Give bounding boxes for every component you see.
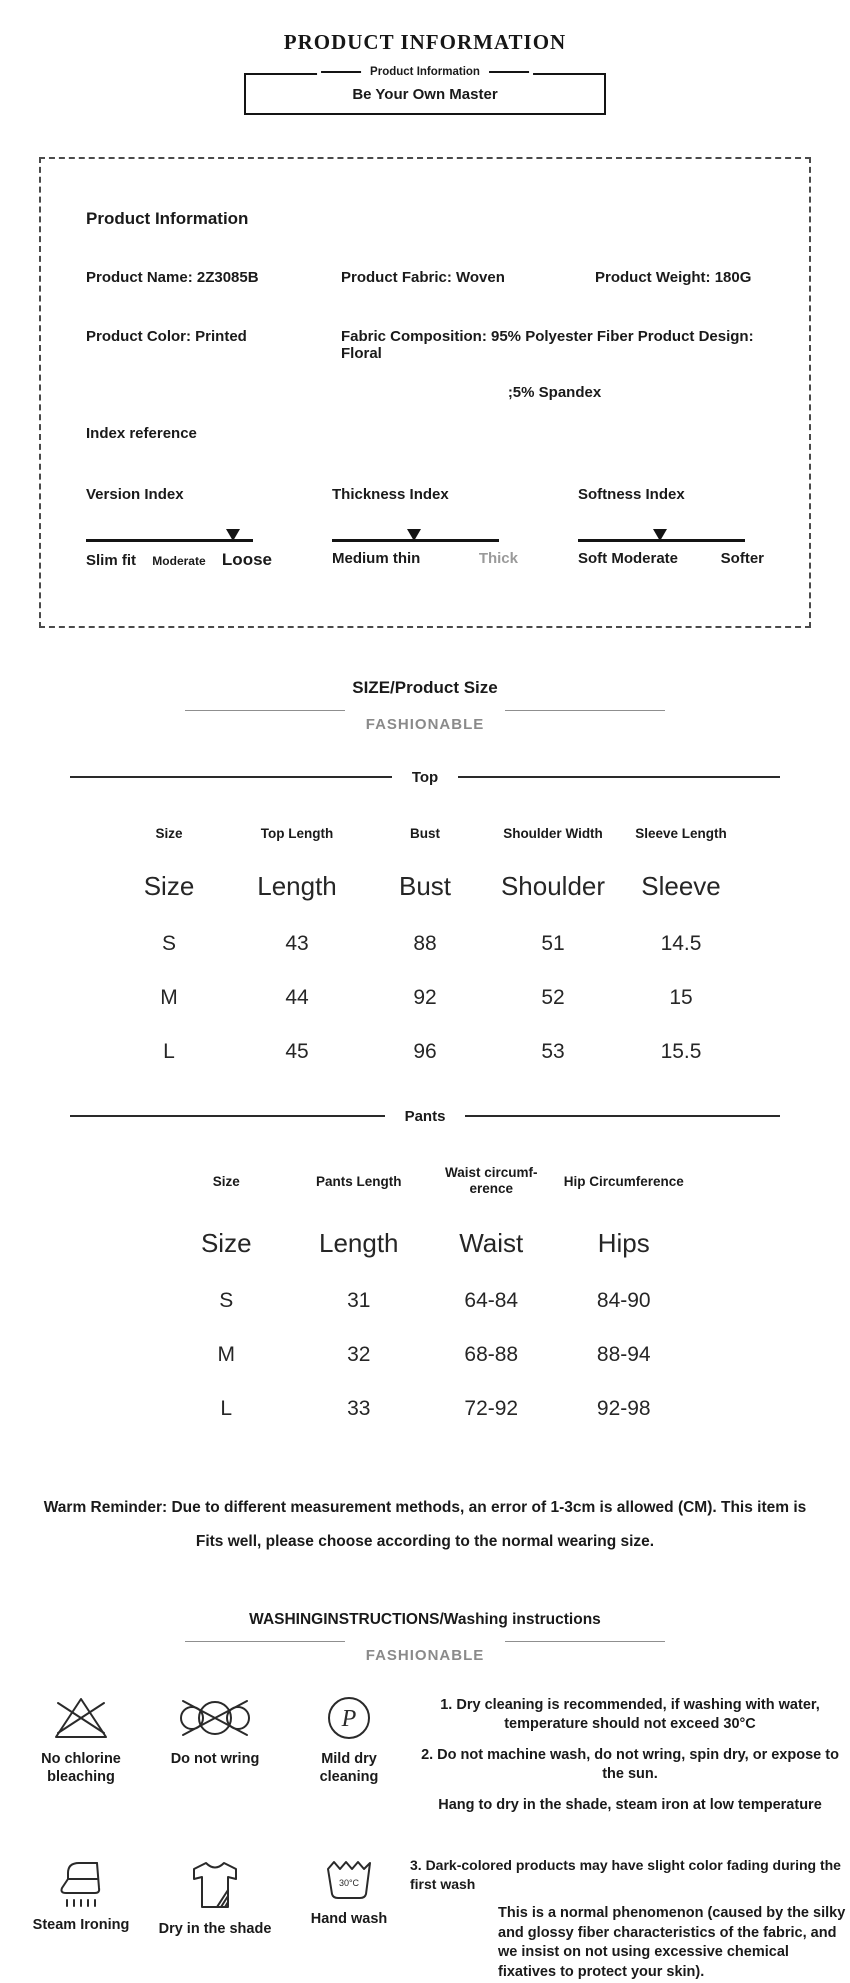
thickness-index-track — [332, 539, 499, 542]
do-not-wring — [156, 1692, 274, 1768]
hand-wash-icon — [321, 1856, 377, 1904]
version-label-moderate: Moderate — [152, 553, 206, 568]
col-header-pants-length: Pants Length — [315, 1173, 402, 1189]
col-header-size: Size — [155, 825, 183, 841]
cell: M — [160, 985, 178, 1009]
subheader-waist: Waist — [459, 1228, 524, 1259]
table-row-top-m — [105, 986, 745, 1010]
softness-index-labels — [578, 550, 764, 567]
divider-line-left — [70, 776, 392, 778]
size-watermark-lines — [185, 710, 665, 711]
washing-note-2b: Hang to dry in the shade, steam iron at low temperature — [438, 1796, 822, 1813]
softness-label-softer: Softer — [720, 549, 764, 567]
softness-index-marker-icon — [653, 529, 667, 541]
cell: 52 — [541, 985, 565, 1009]
thickness-label-thick: Thick — [478, 549, 518, 567]
steam-ironing — [22, 1856, 140, 1934]
steam-ironing-icon — [54, 1856, 108, 1910]
softness-index-slider — [578, 486, 764, 570]
cell: 96 — [413, 1039, 437, 1063]
cell: 84-90 — [596, 1289, 651, 1313]
top-table-subheader-row — [105, 871, 745, 902]
banner-label-line-right — [489, 71, 529, 73]
field-fabric-composition-2: ;5% Spandex — [507, 384, 602, 401]
field-product-name: Product Name: 2Z3085B — [86, 269, 259, 286]
field-product-weight: Product Weight: 180G — [595, 269, 752, 286]
divider-line-right — [505, 710, 665, 711]
warm-reminder-line2: Fits well, please choose according to the normal wearing size. — [195, 1533, 655, 1551]
version-label-slim-fit: Slim fit — [86, 551, 137, 569]
cell: 45 — [285, 1039, 309, 1063]
cell: 68-88 — [464, 1343, 519, 1367]
cell: M — [217, 1343, 235, 1367]
icon-label: Hand wash — [310, 1911, 388, 1928]
size-section-title: SIZE/Product Size — [352, 677, 498, 697]
dry-clean-letter: P — [341, 1706, 357, 1733]
field-product-fabric: Product Fabric: Woven — [341, 269, 505, 286]
softness-label-soft-moderate: Soft Moderate — [578, 549, 679, 567]
cell: 32 — [347, 1343, 371, 1367]
dry-in-shade — [156, 1856, 274, 1938]
info-box-heading: Product Information — [86, 209, 249, 228]
icon-label: Dry in the shade — [158, 1921, 272, 1938]
thickness-index-title: Thickness Index — [332, 486, 449, 503]
cell: 44 — [285, 985, 309, 1009]
col-header-size: Size — [212, 1173, 240, 1189]
do-not-wring-icon — [177, 1692, 253, 1744]
table-row-pants-s — [160, 1289, 690, 1313]
version-index-slider — [86, 486, 272, 570]
size-watermark-divider — [185, 710, 665, 733]
washing-watermark-divider — [185, 1641, 665, 1664]
table-row-top-l — [105, 1040, 745, 1064]
washing-notes-row-2 — [410, 1856, 850, 1982]
icon-label: No chlorine bleaching — [41, 1751, 121, 1786]
banner-label-text: Product Information — [370, 66, 480, 78]
col-header-top-length: Top Length — [260, 825, 334, 841]
divider-line-left — [185, 1641, 345, 1642]
cell: L — [220, 1397, 233, 1421]
dry-in-shade-icon — [187, 1856, 243, 1914]
col-header-shoulder-width: Shoulder Width — [503, 825, 603, 841]
field-fabric-composition: Fabric Composition: 95% Polyester Fiber Product Design: Floral — [341, 328, 754, 362]
icon-label: Mild dry cleaning — [319, 1751, 379, 1786]
washing-icons-row-1 — [22, 1692, 410, 1814]
icon-label: Steam Ironing — [32, 1917, 130, 1934]
washing-section-title: WASHINGINSTRUCTIONS/Washing instructions — [249, 1611, 601, 1629]
divider-line-right — [505, 1641, 665, 1642]
subheader-length: Length — [257, 870, 337, 901]
pants-table-divider — [70, 1108, 780, 1125]
top-size-table — [105, 826, 745, 1064]
divider-line-right — [458, 776, 780, 778]
cell: 15 — [669, 985, 693, 1009]
mild-dry-cleaning — [290, 1692, 408, 1786]
warm-reminder — [0, 1499, 850, 1551]
warm-reminder-line1: Warm Reminder: Due to different measurement methods, an error of 1-3cm is allowed (CM). This item is — [43, 1499, 807, 1517]
cell: 92 — [413, 985, 437, 1009]
cell: 88-94 — [596, 1343, 651, 1367]
index-reference-label: Index reference — [86, 425, 197, 442]
index-sliders — [86, 486, 764, 570]
divider-line-left — [185, 710, 345, 711]
cell: 15.5 — [660, 1039, 702, 1063]
cell: 33 — [347, 1397, 371, 1421]
cell: 53 — [541, 1039, 565, 1063]
thickness-label-medium-thin: Medium thin — [332, 549, 421, 567]
brand-banner — [244, 66, 606, 115]
cell: L — [163, 1039, 175, 1063]
mild-dry-cleaning-icon — [323, 1692, 375, 1744]
col-header-hip-circumference: Hip Circumference — [563, 1173, 684, 1189]
cell: 92-98 — [596, 1397, 651, 1421]
subheader-hips: Hips — [597, 1228, 650, 1259]
thickness-index-slider — [332, 486, 518, 570]
size-watermark-text: FASHIONABLE — [365, 715, 485, 733]
no-chlorine-bleaching — [22, 1692, 140, 1786]
divider-line-right — [465, 1115, 780, 1117]
washing-note-2: 2. Do not machine wash, do not wring, spin dry, or expose to the sun. — [421, 1746, 839, 1782]
cell: 14.5 — [660, 931, 702, 955]
softness-index-title: Softness Index — [578, 486, 685, 503]
no-chlorine-bleaching-icon — [49, 1692, 113, 1744]
pants-size-table — [160, 1165, 690, 1422]
product-fields — [86, 269, 764, 362]
washing-instructions — [0, 1692, 850, 1982]
washing-note-3b: This is a normal phenomenon (caused by the silky and glossy fiber characteristics of the fabric, and we insist on not using excessive chemical fixatives to protect your skin). — [498, 1905, 846, 1980]
subheader-size: Size — [143, 870, 195, 901]
washing-note-3: 3. Dark-colored products may have slight color fading during the first wash — [410, 1857, 841, 1893]
icon-label: Do not wring — [170, 1751, 260, 1768]
version-label-loose: Loose — [221, 549, 272, 569]
top-divider-label: Top — [411, 768, 439, 786]
subheader-shoulder: Shoulder — [500, 870, 606, 901]
hand-wash-temp: 30°C — [338, 1878, 360, 1889]
col-header-sleeve-length: Sleeve Length — [635, 825, 727, 841]
col-header-waist-circumference: Waist circumf-erence — [444, 1164, 538, 1197]
table-row-pants-m — [160, 1343, 690, 1367]
top-table-divider — [70, 769, 780, 786]
thickness-index-marker-icon — [407, 529, 421, 541]
version-index-title: Version Index — [86, 486, 184, 503]
washing-notes-row-1 — [410, 1692, 850, 1814]
subheader-sleeve: Sleeve — [641, 870, 721, 901]
top-table-header-row — [105, 826, 745, 841]
cell: 51 — [541, 931, 565, 955]
cell: 31 — [347, 1289, 371, 1313]
cell: 43 — [285, 931, 309, 955]
washing-watermark-lines — [185, 1641, 665, 1642]
version-index-marker-icon — [226, 529, 240, 541]
table-row-pants-l — [160, 1397, 690, 1421]
field-product-color: Product Color: Printed — [86, 328, 247, 345]
pants-table-subheader-row — [160, 1228, 690, 1259]
page-title: PRODUCT INFORMATION — [283, 30, 567, 54]
hand-wash — [290, 1856, 408, 1928]
thickness-index-labels — [332, 550, 518, 567]
cell: 64-84 — [464, 1289, 519, 1313]
banner-slogan: Be Your Own Master — [352, 85, 498, 103]
col-header-bust: Bust — [410, 825, 440, 841]
washing-watermark-text: FASHIONABLE — [365, 1647, 485, 1665]
subheader-bust: Bust — [398, 870, 452, 901]
table-row-top-s — [105, 932, 745, 956]
version-index-labels — [86, 550, 272, 570]
version-index-track — [86, 539, 253, 542]
banner-label-line-left — [321, 71, 361, 73]
banner-label — [317, 66, 533, 78]
divider-line-left — [70, 1115, 385, 1117]
subheader-length: Length — [318, 1228, 399, 1259]
pants-table-header-row — [160, 1165, 690, 1199]
cell: 72-92 — [464, 1397, 519, 1421]
softness-index-track — [578, 539, 745, 542]
cell: S — [161, 931, 176, 955]
washing-note-1: 1. Dry cleaning is recommended, if washing with water, temperature should not exceed 30°C — [440, 1697, 820, 1733]
product-info-box — [39, 157, 811, 628]
cell: 88 — [413, 931, 437, 955]
washing-icons-row-2 — [22, 1856, 410, 1982]
pants-divider-label: Pants — [404, 1107, 446, 1125]
subheader-size: Size — [200, 1228, 252, 1259]
cell: S — [219, 1289, 234, 1313]
